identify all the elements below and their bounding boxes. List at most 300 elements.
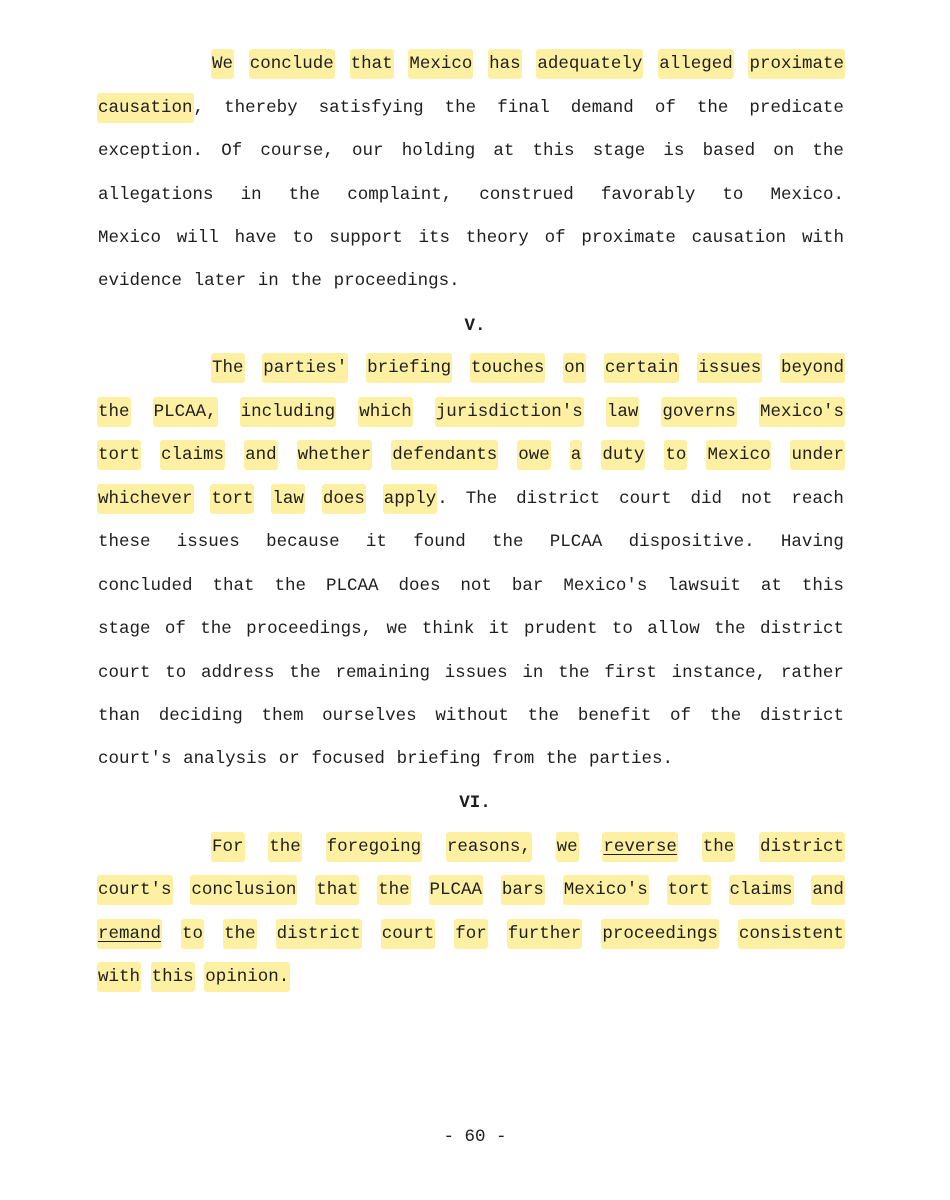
word: will: [176, 228, 219, 248]
word: its: [418, 228, 450, 248]
word-group: [669, 701, 692, 731]
word-group: [702, 832, 736, 862]
word: address: [200, 663, 275, 683]
word-group: [193, 266, 248, 296]
word: them: [261, 706, 304, 726]
word-group: [350, 49, 394, 79]
word: Having: [780, 532, 844, 552]
word-group: [97, 571, 194, 601]
word: did: [690, 489, 723, 509]
word: PLCAA: [549, 532, 603, 552]
word-group: [381, 919, 436, 949]
word: the: [491, 532, 524, 552]
word: not: [460, 576, 492, 596]
word: district: [759, 706, 844, 726]
paragraph-conclusion-line: [97, 962, 845, 992]
word-group: [740, 484, 774, 514]
word-group: [488, 614, 511, 644]
word-group: [496, 93, 551, 123]
highlighted-word: the: [268, 832, 302, 862]
paragraph-proximate-causation-line: [97, 180, 845, 210]
word-group: [517, 440, 551, 470]
word: construed: [479, 185, 574, 205]
section-heading-vi: VI.: [459, 793, 491, 813]
word-group: [164, 658, 187, 688]
word-group: [748, 93, 845, 123]
highlighted-word: reasons,: [446, 832, 532, 862]
word-group: [278, 744, 301, 774]
word-group: [271, 484, 305, 514]
word: lawsuit: [667, 576, 741, 596]
highlighted-word: tort: [667, 875, 711, 905]
word-group: [759, 614, 845, 644]
highlighted-word: proceedings: [601, 919, 719, 949]
word: satisfying: [318, 98, 424, 118]
word: or: [278, 749, 300, 769]
word: ,: [193, 98, 205, 118]
word-group: [759, 832, 845, 862]
highlighted-word: the: [377, 875, 411, 905]
word: Of: [221, 141, 243, 161]
word-group: [801, 223, 845, 253]
highlighted-word: parties': [262, 353, 348, 383]
word: ourselves: [322, 706, 417, 726]
word: rather: [780, 663, 844, 683]
word-group: [273, 571, 307, 601]
word: found: [413, 532, 466, 552]
word-group: [262, 353, 348, 383]
highlighted-word: For: [211, 832, 245, 862]
word-group: [260, 701, 304, 731]
word: issues: [444, 663, 508, 683]
word-group: [491, 744, 535, 774]
highlighted-word: that: [315, 875, 359, 905]
highlighted-word: and: [244, 440, 278, 470]
highlighted-word: we: [556, 832, 579, 862]
word-group: [759, 701, 845, 731]
word-group: [176, 223, 220, 253]
word-group: [244, 440, 278, 470]
paragraph-proximate-causation-line: [97, 266, 845, 296]
word: dispositive.: [628, 532, 755, 552]
word-group: [748, 49, 845, 79]
highlighted-word: beyond: [780, 353, 845, 383]
word-group: [97, 614, 152, 644]
word-group: [223, 93, 299, 123]
word-group: [97, 93, 204, 123]
word-group: [151, 962, 195, 992]
word-group: [333, 266, 461, 296]
word: Mexico's: [563, 576, 648, 596]
word-group: [465, 484, 499, 514]
word-group: [491, 527, 525, 557]
word: the: [812, 141, 844, 161]
highlighted-word: alleged: [658, 49, 734, 79]
word-group: [713, 614, 747, 644]
word: district: [759, 619, 844, 639]
word: from: [492, 749, 535, 769]
word-group: [276, 919, 362, 949]
word: the: [696, 98, 729, 118]
word-group: [592, 136, 647, 166]
word: in: [257, 271, 279, 291]
word-group: [289, 266, 323, 296]
word-group: [697, 353, 762, 383]
word-group: [611, 614, 634, 644]
word-group: [515, 484, 601, 514]
paragraph-remaining-issues-line: [97, 658, 845, 688]
word-group: [811, 875, 845, 905]
highlighted-word: consistent: [738, 919, 845, 949]
word-group: [383, 484, 448, 514]
word-group: [210, 484, 254, 514]
word-group: [288, 658, 322, 688]
word: final: [497, 98, 550, 118]
word-group: [549, 527, 604, 557]
word-group: [702, 136, 757, 166]
word-group: [435, 397, 584, 427]
word: proceedings.: [333, 271, 460, 291]
word: focused: [311, 749, 385, 769]
highlighted-word: foregoing: [326, 832, 423, 862]
paragraph-proximate-causation-line: [97, 136, 845, 166]
word: this: [532, 141, 575, 161]
word-group: [257, 266, 280, 296]
word-group: [429, 875, 484, 905]
word-group: [780, 527, 845, 557]
word: the: [558, 663, 590, 683]
word-group: [211, 832, 245, 862]
word-group: [97, 266, 183, 296]
word: does: [398, 576, 441, 596]
word-group: [268, 832, 302, 862]
word-group: [97, 744, 173, 774]
word-group: [97, 136, 204, 166]
underlined-word: reverse: [602, 832, 678, 862]
highlighted-word: including: [240, 397, 337, 427]
highlighted-word: bars: [501, 875, 545, 905]
word: court's: [98, 749, 172, 769]
word-group: [511, 571, 545, 601]
word-group: [421, 614, 476, 644]
word: the: [290, 271, 322, 291]
underlined-word: remand: [97, 919, 162, 949]
highlighted-word: adequately: [536, 49, 643, 79]
word-group: [444, 658, 509, 688]
word: court: [619, 489, 672, 509]
word-group: [434, 701, 510, 731]
word-group: [417, 223, 451, 253]
word: remaining: [335, 663, 430, 683]
word: think: [421, 619, 475, 639]
word-group: [288, 180, 322, 210]
word: have: [234, 228, 277, 248]
highlighted-word: district: [276, 919, 362, 949]
highlighted-word: defendants: [391, 440, 498, 470]
word: these: [98, 532, 151, 552]
word-group: [164, 614, 187, 644]
word-group: [160, 440, 225, 470]
word: benefit: [577, 706, 652, 726]
word: the: [714, 619, 746, 639]
word: predicate: [749, 98, 844, 118]
highlighted-word: owe: [517, 440, 551, 470]
paragraph-remaining-issues-line: [97, 440, 845, 470]
word-group: [326, 832, 423, 862]
word-group: [249, 49, 335, 79]
highlighted-word: law: [606, 397, 640, 427]
word-group: [600, 180, 697, 210]
page-number: - 60 -: [443, 1127, 507, 1147]
word: theory: [465, 228, 529, 248]
paragraph-conclusion-line: [211, 832, 845, 862]
word: the: [444, 98, 477, 118]
word-group: [240, 397, 337, 427]
word-group: [97, 919, 162, 949]
word-group: [527, 701, 561, 731]
paragraph-proximate-causation-line: [211, 49, 845, 79]
word-group: [562, 571, 648, 601]
paragraph-remaining-issues-line: [97, 527, 845, 557]
word: allow: [647, 619, 700, 639]
word-group: [570, 93, 635, 123]
word-group: [310, 744, 386, 774]
word-group: [507, 919, 583, 949]
word-group: [709, 701, 743, 731]
word: without: [435, 706, 509, 726]
word-group: [446, 832, 532, 862]
word: on: [773, 141, 795, 161]
word-group: [523, 614, 599, 644]
word-group: [557, 658, 591, 688]
word-group: [628, 527, 756, 557]
word-group: [459, 571, 493, 601]
highlighted-word: certain: [604, 353, 680, 383]
word: to: [165, 663, 187, 683]
highlighted-word: court's: [97, 875, 173, 905]
word-group: [661, 397, 737, 427]
highlighted-word: court: [381, 919, 436, 949]
section-heading-v: V.: [464, 316, 486, 336]
word-group: [366, 353, 452, 383]
word-group: [646, 614, 701, 644]
word: allegations: [98, 185, 214, 205]
word-group: [182, 744, 268, 774]
highlighted-word: and: [811, 875, 845, 905]
word: we: [386, 619, 408, 639]
word-group: [606, 397, 640, 427]
word-group: [334, 658, 431, 688]
highlighted-word: this: [151, 962, 195, 992]
word: holding: [401, 141, 476, 161]
word: of: [654, 98, 676, 118]
paragraph-remaining-issues-line: [97, 484, 845, 514]
word: of: [670, 706, 692, 726]
word: our: [352, 141, 384, 161]
word-group: [97, 223, 162, 253]
word-group: [563, 353, 586, 383]
word-group: [351, 136, 385, 166]
word-group: [664, 440, 687, 470]
word-group: [602, 832, 678, 862]
highlighted-word: The: [211, 353, 245, 383]
word-group: [470, 353, 546, 383]
word: to: [722, 185, 744, 205]
highlighted-word: briefing: [366, 353, 452, 383]
highlighted-word: tort: [210, 484, 254, 514]
paragraph-remaining-issues-line: [97, 701, 845, 731]
word-group: [397, 571, 441, 601]
paragraph-proximate-causation-line: [97, 223, 845, 253]
highlighted-word: for: [454, 919, 488, 949]
word: concluded: [98, 576, 193, 596]
word: because: [266, 532, 340, 552]
word-group: [297, 440, 373, 470]
highlighted-word: law: [271, 484, 305, 514]
highlighted-word: governs: [661, 397, 737, 427]
word: of: [164, 619, 186, 639]
highlighted-word: tort: [97, 440, 141, 470]
word: the: [545, 749, 578, 769]
highlighted-word: Mexico's: [759, 397, 845, 427]
word: proximate: [581, 228, 676, 248]
word-group: [97, 440, 141, 470]
word-group: [780, 353, 845, 383]
word-group: [265, 527, 341, 557]
word: court: [98, 663, 151, 683]
word: PLCAA: [325, 576, 379, 596]
word: parties.: [588, 749, 673, 769]
word: in: [522, 663, 544, 683]
word: to: [611, 619, 633, 639]
word-group: [204, 962, 290, 992]
word-group: [97, 397, 131, 427]
word-group: [245, 614, 373, 644]
highlighted-word: which: [358, 397, 413, 427]
word: favorably: [600, 185, 696, 205]
paragraph-conclusion-line: [97, 875, 845, 905]
word: it: [488, 619, 510, 639]
word-group: [706, 440, 771, 470]
word-group: [158, 701, 244, 731]
word-group: [97, 701, 141, 731]
highlighted-word: conclude: [249, 49, 335, 79]
word: the: [200, 619, 232, 639]
paragraph-remaining-issues-line: [97, 614, 845, 644]
word: the: [274, 576, 306, 596]
word: complaint,: [347, 185, 453, 205]
highlighted-word: with: [97, 962, 141, 992]
word-group: [721, 180, 744, 210]
word: briefing: [396, 749, 481, 769]
word: than: [98, 706, 141, 726]
word-group: [492, 136, 515, 166]
word-group: [570, 440, 583, 470]
highlighted-word: does: [322, 484, 366, 514]
word-group: [220, 136, 243, 166]
word-group: [465, 223, 530, 253]
word-group: [536, 49, 643, 79]
word-group: [181, 919, 204, 949]
word-group: [601, 919, 719, 949]
paragraph-conclusion-line: [97, 919, 845, 949]
paragraph-remaining-issues-line: [97, 571, 845, 601]
paragraph-remaining-issues-line: [211, 353, 845, 383]
word-group: [618, 484, 673, 514]
word-group: [580, 223, 677, 253]
highlighted-word: claims: [729, 875, 794, 905]
word-group: [358, 397, 413, 427]
word-group: [412, 527, 467, 557]
highlighted-word: proximate: [748, 49, 845, 79]
word-group: [488, 49, 522, 79]
word-group: [240, 180, 263, 210]
word-group: [729, 875, 794, 905]
word-group: [401, 136, 477, 166]
word-group: [563, 875, 649, 905]
word: the: [709, 706, 742, 726]
word-group: [532, 136, 576, 166]
word-group: [259, 136, 335, 166]
word-group: [588, 744, 674, 774]
word-group: [346, 180, 453, 210]
word-group: [658, 49, 734, 79]
word: district: [516, 489, 601, 509]
word-group: [318, 93, 425, 123]
word: issues: [176, 532, 240, 552]
word: Mexico.: [770, 185, 844, 205]
word-group: [97, 962, 141, 992]
word: the: [288, 185, 321, 205]
word: bar: [511, 576, 544, 596]
word-group: [97, 180, 215, 210]
word-group: [577, 701, 653, 731]
word: support: [329, 228, 403, 248]
highlighted-word: touches: [470, 353, 546, 383]
word: course,: [260, 141, 334, 161]
word: instance,: [671, 663, 767, 683]
word: stage: [98, 619, 151, 639]
word-group: [377, 875, 411, 905]
word: demand: [570, 98, 634, 118]
word-group: [790, 484, 845, 514]
word-group: [544, 223, 567, 253]
word-group: [760, 571, 783, 601]
word-group: [291, 223, 314, 253]
word-group: [662, 136, 685, 166]
word-group: [444, 93, 478, 123]
highlighted-word: on: [563, 353, 586, 383]
word-group: [501, 875, 545, 905]
highlighted-word: claims: [160, 440, 225, 470]
word: the: [289, 663, 321, 683]
word-group: [790, 440, 845, 470]
word: at: [493, 141, 515, 161]
word-group: [199, 614, 233, 644]
word: later: [193, 271, 247, 291]
highlighted-word: PLCAA: [429, 875, 484, 905]
word-group: [322, 484, 366, 514]
word-group: [325, 571, 380, 601]
word-group: [385, 614, 408, 644]
word: with: [801, 228, 844, 248]
word: stage: [592, 141, 646, 161]
highlighted-word: the: [702, 832, 736, 862]
word: deciding: [158, 706, 243, 726]
word-group: [97, 484, 194, 514]
word: not: [740, 489, 773, 509]
word-group: [200, 658, 276, 688]
